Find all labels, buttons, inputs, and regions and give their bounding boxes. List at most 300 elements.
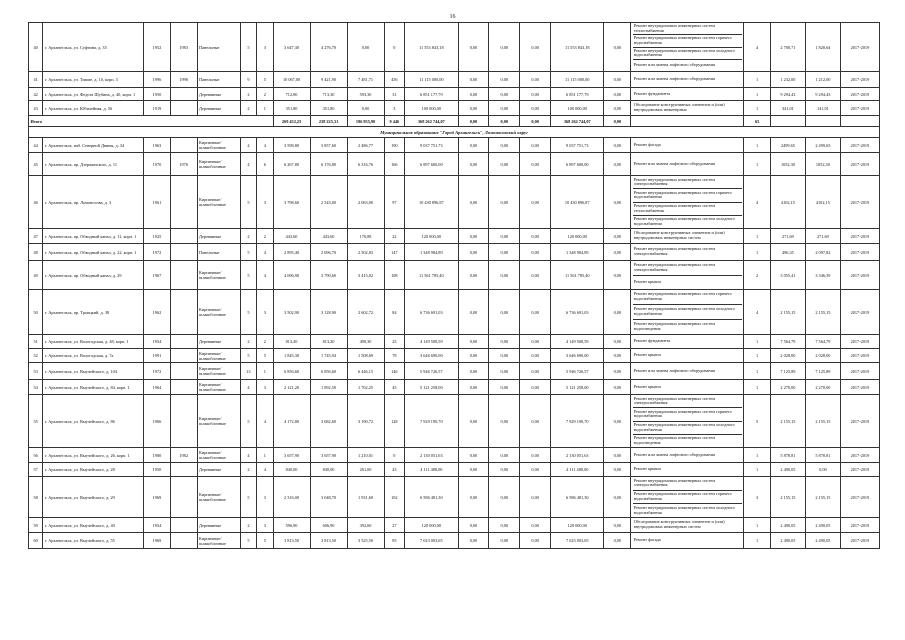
work-item: Ремонт внутридомовых инженерных систем электроснабжения: [633, 477, 742, 491]
fund-other-cell: 0,00: [604, 533, 631, 549]
wall-material-cell: Кирпичные/ шлакоблочные: [197, 349, 240, 363]
residents-cell: 3: [384, 101, 405, 116]
year-commission-cell: [170, 290, 197, 335]
wall-material-cell: Деревянные: [197, 88, 240, 101]
entrances-cell: 1: [257, 448, 273, 463]
wall-material-cell: Деревянные: [197, 101, 240, 116]
total-area-cell: 712,80: [273, 88, 310, 101]
period-cell: 2017-2019: [840, 88, 879, 101]
wall-material-cell: Кирпичные/ шлакоблочные: [197, 395, 240, 448]
wall-material-cell: Панельные: [197, 23, 240, 72]
row-number: 59: [29, 518, 43, 533]
period-cell: 2017-2019: [840, 229, 879, 244]
table-row: [29, 349, 880, 363]
works-count-cell: 1: [744, 138, 771, 153]
work-item: Ремонт внутридомовых инженерных систем холодного водоснабжения: [633, 305, 742, 320]
year-commission-cell: [170, 477, 197, 518]
work-item: Ремонт внутридомовых инженерных систем водоотведения: [633, 435, 715, 445]
wall-material-cell: Кирпичные/ шлакоблочные: [197, 363, 240, 380]
fund-regional-cell: 0,00: [489, 518, 520, 533]
total-area-cell: 6 267,80: [273, 153, 310, 176]
floors-cell: 4: [240, 448, 256, 463]
period-cell: 2017-2019: [840, 477, 879, 518]
unit-cost-cell: 2 155,15: [770, 395, 805, 448]
address-cell: г. Архангельск, ул. Выучейского, д. 26, корп. 1: [43, 448, 144, 463]
floors-cell: 2: [240, 518, 256, 533]
max-unit-cost-cell: 1 212,00: [805, 72, 840, 88]
cost-total-cell: 100 000,00: [405, 101, 458, 116]
residents-cell: 22: [384, 229, 405, 244]
max-unit-cost-cell: 1052,30: [805, 153, 840, 176]
works-count-cell: 1: [744, 448, 771, 463]
row-number: 46: [29, 176, 43, 229]
year-built-cell: 1950: [144, 88, 171, 101]
floors-cell: 2: [240, 101, 256, 116]
work-item: Ремонт крыши: [633, 352, 661, 358]
address-cell: г. Архангельск, ул. Выучейского, д. 29: [43, 477, 144, 518]
residents-cell: 31: [384, 88, 405, 101]
works-count-cell: 4: [744, 23, 771, 72]
period-cell: 2017-2019: [840, 448, 879, 463]
fund-local-cell: 0,00: [520, 23, 551, 72]
address-cell: г. Архангельск, ул. Суфтина, д. 35: [43, 23, 144, 72]
fund-regional-cell: 0,00: [489, 477, 520, 518]
total-empty-cell: [840, 116, 879, 127]
period-cell: 2017-2019: [840, 138, 879, 153]
address-cell: г. Архангельск, пр. Обводный канал, д. 22, корп. 1: [43, 244, 144, 261]
cost-total-cell: 9 037 751,73: [405, 138, 458, 153]
year-commission-cell: [170, 101, 197, 116]
area-all-cell: 840,00: [310, 463, 347, 477]
row-number: 54: [29, 380, 43, 395]
fund-other-cell: 0,00: [604, 261, 631, 290]
works-cell: [631, 335, 744, 349]
fund-federal-cell: 0,00: [458, 448, 489, 463]
row-number: 57: [29, 463, 43, 477]
residential-area-cell: 176,88: [347, 229, 384, 244]
row-number: 51: [29, 335, 43, 349]
floors-cell: 5: [240, 23, 256, 72]
table-row: [29, 363, 880, 380]
work-item: Ремонт или замена лифтового оборудования: [633, 76, 715, 82]
residential-area-cell: 1 702,25: [347, 380, 384, 395]
total-works-count: 65: [744, 116, 771, 127]
area-all-cell: 6 856,60: [310, 363, 347, 380]
fund-federal-cell: 0,00: [458, 244, 489, 261]
address-cell: г. Архангельск, пр. Троицкий, д. 38: [43, 290, 144, 335]
table-row: [29, 395, 880, 448]
fund-owners-cell: 5 946 726,57: [551, 363, 604, 380]
row-number: 58: [29, 477, 43, 518]
fund-local-cell: 0,00: [520, 463, 551, 477]
fund-local-cell: 0,00: [520, 138, 551, 153]
residential-area-cell: 1 931,60: [347, 477, 384, 518]
entrances-cell: 3: [257, 176, 273, 229]
cost-total-cell: 120 000,00: [405, 229, 458, 244]
period-cell: 2017-2019: [840, 72, 879, 88]
row-number: 45: [29, 153, 43, 176]
total-e-cell: 368 262 744,07: [405, 116, 458, 127]
fund-other-cell: 0,00: [604, 153, 631, 176]
residents-cell: 456: [384, 72, 405, 88]
total-area-cell: 2 895,40: [273, 244, 310, 261]
row-number: 44: [29, 138, 43, 153]
fund-owners-cell: 11 115 000,00: [551, 72, 604, 88]
total-area-cell: 1 845,30: [273, 349, 310, 363]
area-all-cell: 1 892,50: [310, 380, 347, 395]
row-number: 49: [29, 261, 43, 290]
area-all-cell: 3 813,50: [310, 533, 347, 549]
max-unit-cost-cell: 2 270,00: [805, 380, 840, 395]
year-built-cell: 1961: [144, 176, 171, 229]
total-area-cell: 840,00: [273, 463, 310, 477]
row-number: 40: [29, 23, 43, 72]
cost-total-cell: 2 130 051,63: [405, 448, 458, 463]
wall-material-cell: Деревянные: [197, 463, 240, 477]
work-item: Ремонт внутридомовых инженерных систем электроснабжения: [633, 176, 742, 189]
works-count-cell: 1: [744, 335, 771, 349]
fund-local-cell: 0,00: [520, 176, 551, 229]
residents-cell: 102: [384, 477, 405, 518]
period-cell: 2017-2019: [840, 363, 879, 380]
residential-area-cell: 1 210,01: [347, 448, 384, 463]
fund-other-cell: 0,00: [604, 395, 631, 448]
fund-other-cell: 0,00: [604, 176, 631, 229]
floors-cell: 9: [240, 72, 256, 88]
fund-owners-cell: 10 430 896,87: [551, 176, 604, 229]
max-unit-cost-cell: 2 028,00: [805, 349, 840, 363]
max-unit-cost-cell: 2 490,05: [805, 518, 840, 533]
table-row: [29, 138, 880, 153]
period-cell: 2017-2019: [840, 23, 879, 72]
total-i-cell: 368 262 744,07: [551, 116, 604, 127]
address-cell: г. Архангельск, ул. Выучейского, д. 104: [43, 363, 144, 380]
total-row: [29, 116, 880, 127]
total-a-cell: 269 452,25: [273, 116, 310, 127]
fund-local-cell: 0,00: [520, 518, 551, 533]
row-number: 56: [29, 448, 43, 463]
residents-cell: 166: [384, 153, 405, 176]
page-number: 16: [449, 14, 456, 20]
fund-regional-cell: 0,00: [489, 153, 520, 176]
area-all-cell: 713,30: [310, 88, 347, 101]
total-empty-cell: [770, 116, 805, 127]
table-row: [29, 261, 880, 290]
residents-cell: 84: [384, 290, 405, 335]
fund-regional-cell: 0,00: [489, 176, 520, 229]
fund-local-cell: 0,00: [520, 101, 551, 116]
cost-total-cell: 6 851 177,79: [405, 88, 458, 101]
entrances-cell: 5: [257, 349, 273, 363]
fund-regional-cell: 0,00: [489, 229, 520, 244]
residential-area-cell: 3 525,50: [347, 533, 384, 549]
fund-local-cell: 0,00: [520, 335, 551, 349]
fund-owners-cell: 4 149 508,59: [551, 335, 604, 349]
work-item: Ремонт внутридомовых инженерных систем электроснабжения: [633, 246, 715, 256]
residents-cell: 128: [384, 395, 405, 448]
year-built-cell: 1980: [144, 448, 171, 463]
residential-area-cell: 0,00: [347, 23, 384, 72]
fund-federal-cell: 0,00: [458, 533, 489, 549]
work-item: Обследование конструктивных элементов и (или) внутридомовых инженерных: [633, 102, 725, 112]
fund-other-cell: 0,00: [604, 518, 631, 533]
fund-owners-cell: 7 929 190,70: [551, 395, 604, 448]
works-count-cell: 1: [744, 72, 771, 88]
floors-cell: 5: [240, 533, 256, 549]
total-works-spacer: [631, 116, 744, 127]
year-built-cell: 1950: [144, 463, 171, 477]
works-cell: [631, 101, 744, 116]
unit-cost-cell: 9 294,43: [770, 88, 805, 101]
fund-owners-cell: 1 348 984,89: [551, 244, 604, 261]
wall-material-cell: Кирпичные/ шлакоблочные: [197, 477, 240, 518]
work-item: Ремонт фасада: [633, 537, 661, 543]
fund-federal-cell: 0,00: [458, 518, 489, 533]
work-item: Обследование конструктивных элементов и (или) внутридомовых инженерных систем: [633, 230, 725, 240]
address-cell: г. Архангельск, пр. Обводный канал, д. 11, корп. 1: [43, 229, 144, 244]
max-unit-cost-cell: 1 820,64: [805, 23, 840, 72]
year-built-cell: 1967: [144, 261, 171, 290]
fund-regional-cell: 0,00: [489, 463, 520, 477]
fund-federal-cell: 0,00: [458, 229, 489, 244]
fund-federal-cell: 0,00: [458, 72, 489, 88]
period-cell: 2017-2019: [840, 101, 879, 116]
fund-federal-cell: 0,00: [458, 349, 489, 363]
work-item: Ремонт внутридомовых инженерных систем холодного водоснабжения: [633, 216, 735, 226]
section-header-row: [29, 127, 880, 138]
works-cell: [631, 477, 744, 518]
works-count-cell: 3: [744, 477, 771, 518]
work-item: Ремонт или замена лифтового оборудования: [633, 451, 715, 457]
period-cell: 2017-2019: [840, 518, 879, 533]
fund-other-cell: 0,00: [604, 363, 631, 380]
fund-owners-cell: 7 023 003,65: [551, 533, 604, 549]
cost-total-cell: 11 561 785,40: [405, 261, 458, 290]
unit-cost-cell: 1 232,00: [770, 72, 805, 88]
works-cell: [631, 261, 744, 290]
area-all-cell: 2 543,00: [310, 176, 347, 229]
fund-other-cell: 0,00: [604, 23, 631, 72]
max-unit-cost-cell: 0,00: [805, 463, 840, 477]
floors-cell: 2: [240, 463, 256, 477]
year-built-cell: 1919: [144, 101, 171, 116]
area-all-cell: 351,80: [310, 101, 347, 116]
fund-local-cell: 0,00: [520, 380, 551, 395]
row-number: 47: [29, 229, 43, 244]
entrances-cell: 4: [257, 261, 273, 290]
cost-total-cell: 6 897 600,00: [405, 153, 458, 176]
year-commission-cell: [170, 244, 197, 261]
row-number: 48: [29, 244, 43, 261]
fund-federal-cell: 0,00: [458, 176, 489, 229]
wall-material-cell: Кирпичные/ шлакоблочные: [197, 138, 240, 153]
area-all-cell: 3 048,70: [310, 477, 347, 518]
fund-other-cell: 0,00: [604, 335, 631, 349]
table-row: [29, 101, 880, 116]
work-item: Ремонт внутридомовых инженерных систем холодного водоснабжения: [633, 422, 742, 435]
period-cell: 2017-2019: [840, 380, 879, 395]
wall-material-cell: Кирпичные/ шлакоблочные: [197, 380, 240, 395]
floors-cell: 4: [240, 380, 256, 395]
total-d-cell: 9 446: [384, 116, 405, 127]
work-item: Ремонт внутридомовых инженерных систем водоотведения: [633, 321, 715, 331]
fund-local-cell: 0,00: [520, 72, 551, 88]
table-row: [29, 533, 880, 549]
year-commission-cell: [170, 380, 197, 395]
address-cell: г. Архангельск, пр. Обводный канал, д. 29: [43, 261, 144, 290]
fund-owners-cell: 120 000,00: [551, 229, 604, 244]
work-item: Ремонт фасада: [633, 141, 661, 147]
cost-total-cell: 6 586 481,30: [405, 477, 458, 518]
table-row: [29, 290, 880, 335]
floors-cell: 2: [240, 335, 256, 349]
cost-total-cell: 10 430 896,87: [405, 176, 458, 229]
year-built-cell: 1972: [144, 244, 171, 261]
area-all-cell: 3 128,90: [310, 290, 347, 335]
table-row: [29, 244, 880, 261]
fund-regional-cell: 0,00: [489, 380, 520, 395]
work-item: Ремонт или замена лифтового оборудования: [633, 62, 715, 68]
works-cell: [631, 72, 744, 88]
works-count-cell: 1: [744, 363, 771, 380]
year-commission-cell: [170, 229, 197, 244]
wall-material-cell: Деревянные: [197, 518, 240, 533]
year-commission-cell: [170, 335, 197, 349]
total-area-cell: 3 657,90: [273, 448, 310, 463]
work-item: Ремонт внутридомовых инженерных систем горячего водоснабжения: [633, 189, 742, 202]
year-commission-cell: 1976: [170, 153, 197, 176]
year-commission-cell: [170, 138, 197, 153]
work-item: Обследование конструктивных элементов и (или) внутридомовых инженерных систем: [633, 519, 725, 529]
area-all-cell: 1 745,94: [310, 349, 347, 363]
fund-owners-cell: 11 553 843,18: [551, 23, 604, 72]
residents-cell: 43: [384, 463, 405, 477]
entrances-cell: 1: [257, 101, 273, 116]
fund-federal-cell: 0,00: [458, 88, 489, 101]
address-cell: г. Архангельск, ул. Вологодская, д. 48, корп. 1: [43, 335, 144, 349]
unit-cost-cell: 2 155,15: [770, 477, 805, 518]
residential-area-cell: 2 486,77: [347, 138, 384, 153]
period-cell: 2017-2019: [840, 153, 879, 176]
floors-cell: 5: [240, 261, 256, 290]
year-commission-cell: 1983: [170, 23, 197, 72]
total-area-cell: 443,60: [273, 229, 310, 244]
cost-total-cell: 11 553 843,18: [405, 23, 458, 72]
works-count-cell: 1: [744, 533, 771, 549]
work-item: Ремонт фундамента: [633, 338, 671, 344]
entrances-cell: 2: [257, 335, 273, 349]
fund-federal-cell: 0,00: [458, 101, 489, 116]
max-unit-cost-cell: 9 294,43: [805, 88, 840, 101]
works-count-cell: 1: [744, 153, 771, 176]
fund-other-cell: 0,00: [604, 229, 631, 244]
total-g-cell: 0,00: [489, 116, 520, 127]
works-cell: [631, 229, 744, 244]
period-cell: 2017-2019: [840, 463, 879, 477]
fund-owners-cell: 6 586 481,30: [551, 477, 604, 518]
period-cell: 2017-2019: [840, 335, 879, 349]
fund-other-cell: 0,00: [604, 463, 631, 477]
fund-local-cell: 0,00: [520, 229, 551, 244]
work-item: Ремонт внутридомовых инженерных систем горячего водоснабжения: [633, 290, 742, 305]
work-item: Ремонт внутридомовых инженерных систем теплоснабжения: [633, 23, 742, 35]
total-area-cell: 4 696,90: [273, 261, 310, 290]
address-cell: г. Архангельск, ул. Выучейского, д. 40: [43, 518, 144, 533]
floors-cell: 5: [240, 244, 256, 261]
entrances-cell: 3: [257, 477, 273, 518]
floors-cell: 5: [240, 290, 256, 335]
row-number: 42: [29, 88, 43, 101]
fund-regional-cell: 0,00: [489, 349, 520, 363]
unit-cost-cell: 2 490,05: [770, 463, 805, 477]
unit-cost-cell: 2 700,71: [770, 23, 805, 72]
table-row: [29, 23, 880, 72]
cost-total-cell: 120 000,00: [405, 518, 458, 533]
fund-local-cell: 0,00: [520, 261, 551, 290]
area-all-cell: 606,90: [310, 518, 347, 533]
fund-regional-cell: 0,00: [489, 395, 520, 448]
row-number: 50: [29, 290, 43, 335]
unit-cost-cell: 341,01: [770, 101, 805, 116]
fund-regional-cell: 0,00: [489, 363, 520, 380]
works-count-cell: 4: [744, 290, 771, 335]
works-cell: [631, 138, 744, 153]
area-all-cell: 3 682,60: [310, 395, 347, 448]
works-count-cell: 1: [744, 349, 771, 363]
unit-cost-cell: 5 878,81: [770, 448, 805, 463]
max-unit-cost-cell: 2 097,82: [805, 244, 840, 261]
works-count-cell: 1: [744, 380, 771, 395]
cost-total-cell: 7 023 003,65: [405, 533, 458, 549]
total-f-cell: 0,00: [458, 116, 489, 127]
fund-federal-cell: 0,00: [458, 153, 489, 176]
fund-owners-cell: 6 897 600,00: [551, 153, 604, 176]
max-unit-cost-cell: 3 346,39: [805, 261, 840, 290]
fund-regional-cell: 0,00: [489, 533, 520, 549]
row-number: 41: [29, 72, 43, 88]
fund-owners-cell: 11 561 785,40: [551, 261, 604, 290]
wall-material-cell: Кирпичные/ шлакоблочные: [197, 176, 240, 229]
entrances-cell: 4: [257, 463, 273, 477]
fund-local-cell: 0,00: [520, 477, 551, 518]
works-count-cell: 1: [744, 101, 771, 116]
year-built-cell: 1963: [144, 138, 171, 153]
total-area-cell: 4 172,80: [273, 395, 310, 448]
works-cell: [631, 23, 744, 72]
fund-other-cell: 0,00: [604, 88, 631, 101]
work-item: Ремонт фундамента: [633, 90, 671, 96]
work-item: Ремонт или замена лифтового оборудования: [633, 367, 715, 373]
entrances-cell: 5: [257, 72, 273, 88]
year-commission-cell: [170, 176, 197, 229]
max-unit-cost-cell: 271,69: [805, 229, 840, 244]
wall-material-cell: Деревянные: [197, 229, 240, 244]
row-number: 55: [29, 395, 43, 448]
table-row: [29, 72, 880, 88]
works-count-cell: 1: [744, 88, 771, 101]
address-cell: г. Архангельск, ул. Выучейского, д. 28: [43, 463, 144, 477]
max-unit-cost-cell: 2 499,65: [805, 138, 840, 153]
year-commission-cell: [170, 518, 197, 533]
area-all-cell: 3 857,60: [310, 138, 347, 153]
entrances-cell: 3: [257, 290, 273, 335]
fund-local-cell: 0,00: [520, 448, 551, 463]
fund-other-cell: 0,00: [604, 244, 631, 261]
work-item: Ремонт внутридомовых инженерных систем горячего водоснабжения: [633, 408, 742, 421]
fund-local-cell: 0,00: [520, 363, 551, 380]
total-area-cell: 3 647,30: [273, 23, 310, 72]
residential-area-cell: 261,00: [347, 463, 384, 477]
